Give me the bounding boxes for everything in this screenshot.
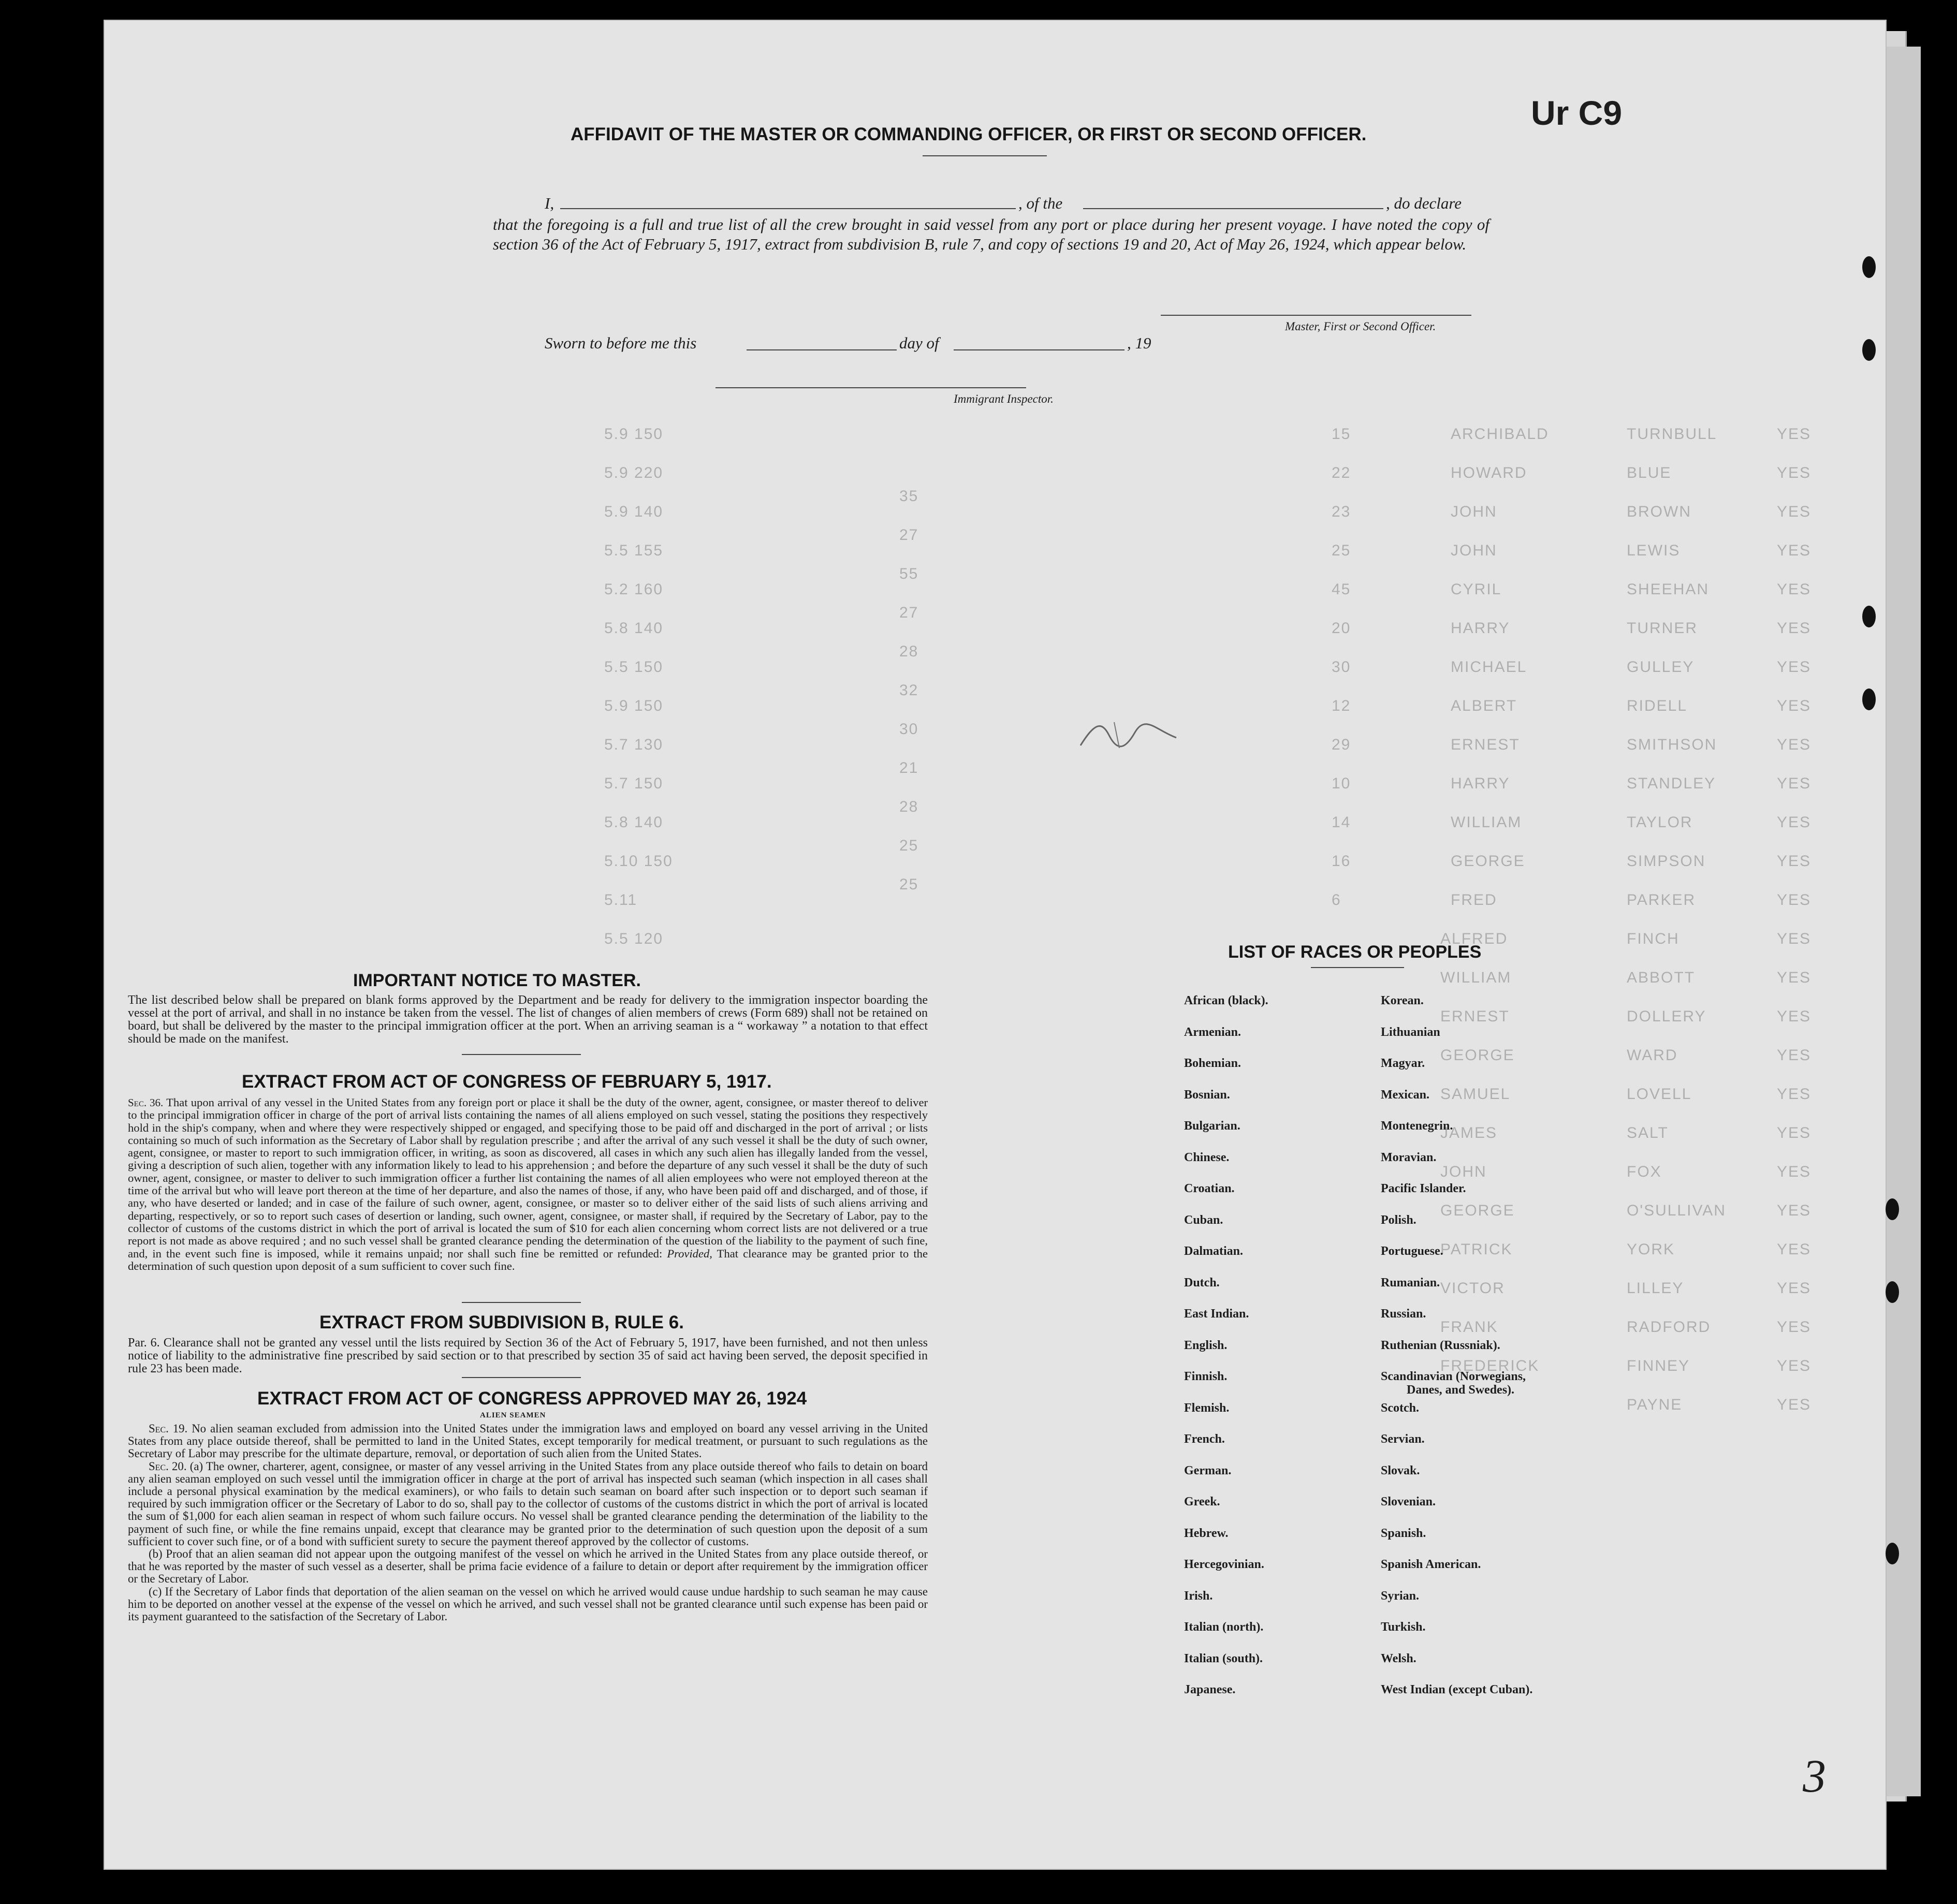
bleed-text: YES [1777,620,1812,637]
bleed-text: JOHN [1451,503,1497,520]
extract2-text [128,1337,928,1375]
race-item: West Indian (except Cuban). [1381,1683,1533,1696]
bleed-text: CYRIL [1451,581,1502,598]
race-item: Scotch. [1381,1401,1419,1415]
bleed-text: 5.9 150 [604,697,664,714]
race-item: Hebrew. [1184,1526,1229,1540]
name-line [560,208,1016,209]
bleed-text: YES [1777,464,1812,481]
bleed-text: HARRY [1451,620,1510,637]
bleed-text: LILLEY [1627,1280,1684,1297]
punch-hole [1886,1543,1899,1564]
bleed-text: 14 [1332,814,1351,831]
signature-label: Master, First or Second Officer. [1285,320,1436,333]
notice-title: IMPORTANT NOTICE TO MASTER. [353,971,641,990]
inspector-line [715,387,1026,388]
race-item: Greek. [1184,1495,1220,1508]
bleed-text: 5.7 130 [604,736,664,753]
bleed-text: 28 [899,798,919,815]
race-item: Bohemian. [1184,1057,1242,1070]
race-item: Slovenian. [1381,1495,1436,1508]
bleed-text: LEWIS [1627,542,1681,559]
race-item: Japanese. [1184,1683,1236,1696]
bleed-text: FREDERICK [1440,1357,1540,1374]
bleed-text: BROWN [1627,503,1691,520]
bleed-text: 5.10 150 [604,853,673,870]
punch-hole [1862,339,1876,361]
signature-line [1161,315,1471,316]
bleed-text: ALBERT [1451,697,1517,714]
race-item: Ruthenian (Russniak). [1381,1338,1500,1352]
document-page [104,20,1887,1870]
race-item: Chinese. [1184,1150,1230,1164]
sworn-month-line [954,349,1124,350]
bleed-text: 30 [899,721,919,738]
race-item: Magyar. [1381,1057,1425,1070]
bleed-text: YES [1777,814,1812,831]
extract1-body: That upon arrival of any vessel in the United States from any foreign port or place it shall be the duty of the owner, agent, consignee, or master thereof to deliver to the principal immigration officer in charge of the port of arrival lists containing the names of all aliens employed on such vessel, stating the positions they respectively hold in the ship's company, when and where they were respectively shipped or engaged, and specifying those to be paid off and discharged in the port of arrival ; or lists containing so much of such information as the Secretary of Labor shall by regulation prescribe ; and after the arrival of any such vessel it shall be the duty of such owner, agent, consignee, or master to report to such immigration officer, in writing, as soon as discovered, all cases in which any such alien has illegally landed from the vessel, giving a description of such alien, together with any information likely to lead to his apprehension ; and before the departure of any such vessel it shall be the duty of such owner, agent, consignee, or master to deliver to such immigration officer a further list containing the names of all alien employees who were not employed thereon at the time of the arrival but who will leave port thereon at the time of her departure, and also the names of those, if any, who have been paid off and discharged, and of those, if any, who have deserted or landed; and in case of the failure of such owner, agent, consignee, or master so to deliver either of the said lists of such aliens arriving and departing, respectively, or so to report such cases of desertion or landing, such owner, agent, consignee, or master shall, if required by the Secretary of Labor, pay to the collector of customs of the customs district in which the port of arrival is located the sum of $10 for each alien concerning whom correct lists are not delivered or a true report is not made as above required ; and no such vessel shall be granted clearance pending the determination of the question of the liability to the payment of such fine, and, in the event such fine is imposed, while it remains unpaid; nor shall such fine be remitted or refunded: [128,1096,928,1260]
bleed-text: 55 [899,565,919,582]
bleed-text: TURNBULL [1627,426,1717,443]
bleed-text: RADFORD [1627,1319,1711,1336]
bleed-text: YES [1777,1047,1812,1064]
bleed-text: TURNER [1627,620,1698,637]
bleed-text: SIMPSON [1627,853,1706,870]
bleed-text: 5.5 150 [604,658,664,676]
bleed-text: YES [1777,1086,1812,1103]
race-item: Montenegrin. [1381,1119,1453,1133]
vessel-line [1083,208,1383,209]
bleed-text: 25 [899,837,919,854]
bleed-text: GEORGE [1440,1047,1515,1064]
bleed-text: 5.9 220 [604,464,664,481]
bleed-text: 28 [899,643,919,660]
bleed-text: YES [1777,426,1812,443]
bleed-text: FINCH [1627,930,1679,947]
bleed-text: YES [1777,930,1812,947]
bleed-text: 5.8 140 [604,814,664,831]
punch-hole [1886,1198,1899,1220]
race-item: Servian. [1381,1432,1425,1446]
bleed-text: 27 [899,604,919,621]
notice-text: The list described below shall be prepared on blank forms approved by the Department and be ready for delivery to the immigration inspector boarding the vessel at the port of arrival, and shall in no instance be taken from the vessel. The list of changes of alien members of crews (Form 689) shall not be retained on board, but shall be delivered by the master to the principal immigration officer at the port. When an arriving seaman is a “ workaway ” a notation to that effect should be made on the manifest. [128,993,928,1046]
bleed-text: PATRICK [1440,1241,1513,1258]
bleed-text: FRANK [1440,1319,1498,1336]
bleed-text: 45 [1332,581,1351,598]
bleed-text: WARD [1627,1047,1678,1064]
bleed-text: O'SULLIVAN [1627,1202,1726,1219]
race-item: Lithuanian [1381,1025,1440,1039]
bleed-text: YES [1777,1008,1812,1025]
race-item: Rumanian. [1381,1276,1440,1290]
bleed-text: YES [1777,1241,1812,1258]
inspector-label: Immigrant Inspector. [954,392,1054,405]
race-item: Portuguese. [1381,1244,1443,1258]
bleed-text: YES [1777,1124,1812,1141]
bleed-text: YES [1777,969,1812,986]
bleed-text: YES [1777,1202,1812,1219]
bleed-text: 25 [899,876,919,893]
bleed-text: 15 [1332,426,1351,443]
handwritten-mark [1078,714,1181,756]
extract3-sec20a: Sec. 20. (a) The owner, charterer, agent, consignee, or master of any vessel arriving in the United States from any place outside thereof who fails to detain on board any alien seaman employed on such vessel until the immigration officer in charge at the port of arrival has inspected such seaman (which inspection in all cases shall include a personal physical examination by the medical examiners), or who fails to detain such seaman on board after such inspection or to deport such seaman if required by such immigration officer or the Secretary of Labor to do so, shall pay to the collector of customs of the customs district in which the port of arrival is located the sum of $1,000 for each alien seaman in respect of whom such failure occurs. No vessel shall be granted clearance pending the determination of the liability to the payment of such fine, or while the fine remains unpaid, except that clearance may be granted prior to the determination of such question upon the deposit of a sum sufficient to cover such fine, or of a bond with sufficient surety to secure the payment thereof approved by the collector of customs. [128,1459,928,1548]
bleed-text: YES [1777,775,1812,792]
bleed-text: SALT [1627,1124,1669,1141]
race-item: Armenian. [1184,1025,1241,1039]
extract2-par: Par. 6. [128,1336,160,1350]
extract1-provided: Provided, [667,1247,712,1260]
extract3-sec19: Sec. 19. No alien seaman excluded from admission into the United States under the immigration laws and employed on board any vessel arriving in the United States from any place outside thereof, shall be permitted to land in the United States, except temporarily for medical treatment, or pursuant to such regulations as the Secretary of Labor may prescribe for the ultimate departure, removal, or deportation of such alien from the United States. [128,1422,928,1460]
bleed-text: YES [1777,1357,1812,1374]
race-item: Croatian. [1184,1182,1235,1195]
bleed-text: YES [1777,1396,1812,1413]
extract3-text [128,1423,928,1623]
race-item: Turkish. [1381,1620,1426,1634]
races-title: LIST OF RACES OR PEOPLES [1228,942,1482,962]
bleed-text: RIDELL [1627,697,1688,714]
extract2-title: EXTRACT FROM SUBDIVISION B, RULE 6. [319,1312,684,1332]
affidavit-of-the: , of the [1018,194,1063,212]
bleed-text: YES [1777,1280,1812,1297]
race-item: Flemish. [1184,1401,1230,1415]
race-item: Hercegovinian. [1184,1558,1264,1571]
bleed-text: GEORGE [1440,1202,1515,1219]
bleed-text: 25 [1332,542,1351,559]
races-rule [1311,967,1404,968]
bleed-text: ERNEST [1440,1008,1510,1025]
race-item: English. [1184,1338,1228,1352]
race-item: Italian (south). [1184,1651,1263,1665]
bleed-text: 5.7 150 [604,775,664,792]
bleed-text: 6 [1332,891,1341,909]
bleed-text: HOWARD [1451,464,1527,481]
bleed-text: YES [1777,581,1812,598]
race-item: Dutch. [1184,1276,1220,1290]
bleed-text: VICTOR [1440,1280,1505,1297]
bleed-text: YORK [1627,1241,1675,1258]
bleed-text: 10 [1332,775,1351,792]
bleed-text: SMITHSON [1627,736,1717,753]
race-item: Moravian. [1381,1150,1437,1164]
affidavit-title: AFFIDAVIT OF THE MASTER OR COMMANDING OFFICER, OR FIRST OR SECOND OFFICER. [571,124,1367,144]
bleed-text: 29 [1332,736,1351,753]
sworn-label: Sworn to before me this [545,334,697,352]
page-edge-stack [1885,47,1921,1796]
bleed-text: YES [1777,697,1812,714]
bleed-text: SHEEHAN [1627,581,1710,598]
race-item: Bulgarian. [1184,1119,1240,1133]
bleed-text: ABBOTT [1627,969,1696,986]
race-item: Pacific Islander. [1381,1182,1466,1195]
race-item: Syrian. [1381,1589,1420,1603]
bleed-text: FRED [1451,891,1497,909]
bleed-text: ARCHIBALD [1451,426,1549,443]
race-item: Finnish. [1184,1370,1228,1383]
bleed-text: BLUE [1627,464,1672,481]
races-list [1184,994,1650,1750]
bleed-text: 20 [1332,620,1351,637]
bleed-text: ALFRED [1440,930,1508,947]
extract3-title: EXTRACT FROM ACT OF CONGRESS APPROVED MAY 26, 1924 [257,1388,807,1409]
race-item: Bosnian. [1184,1088,1230,1102]
bleed-text: FOX [1627,1163,1662,1180]
affidavit-i-label: I, [545,194,554,212]
bleed-text: YES [1777,542,1812,559]
race-item: German. [1184,1463,1232,1477]
race-item: Polish. [1381,1213,1416,1227]
bleed-text: MICHAEL [1451,658,1527,676]
sworn-day-line [747,349,897,350]
bleed-text: 5.5 155 [604,542,664,559]
race-item: Spanish. [1381,1526,1426,1540]
bleed-text: ERNEST [1451,736,1520,753]
bleed-text: 5.8 140 [604,620,664,637]
page-number: 3 [1803,1751,1826,1802]
extract1-end: That clearance may be granted prior to the determination of such question upon deposit of a sum sufficient to cover such fine. [128,1247,928,1272]
bleed-text: JOHN [1440,1163,1487,1180]
bleed-text: YES [1777,853,1812,870]
bleed-text: WILLIAM [1451,814,1522,831]
bleed-text: 5.11 [604,891,638,909]
bleed-text: 5.2 160 [604,581,664,598]
bleed-text: YES [1777,891,1812,909]
bleed-text: YES [1777,1163,1812,1180]
race-item: Italian (north). [1184,1620,1264,1634]
race-item: East Indian. [1184,1307,1249,1321]
race-item: French. [1184,1432,1225,1446]
bleed-text: FINNEY [1627,1357,1690,1374]
bleed-text: 35 [899,488,919,505]
bleed-text: 23 [1332,503,1351,520]
bleed-text: SAMUEL [1440,1086,1511,1103]
bleed-text: 12 [1332,697,1351,714]
bleed-text: YES [1777,736,1812,753]
corner-mark: Ur C9 [1531,94,1623,132]
race-item: Irish. [1184,1589,1213,1603]
bleed-text: 21 [899,759,919,777]
race-item: Danes, and Swedes). [1407,1383,1515,1397]
notice-rule [462,1054,581,1055]
bleed-text: 32 [899,682,919,699]
bleed-text: 22 [1332,464,1351,481]
bleed-text: DOLLERY [1627,1008,1706,1025]
race-item: Mexican. [1381,1088,1429,1102]
bleed-text: 27 [899,526,919,544]
extract1-text [128,1096,928,1272]
bleed-text: HARRY [1451,775,1510,792]
bleed-text: JAMES [1440,1124,1498,1141]
extract3-sec20c: (c) If the Secretary of Labor finds that deportation of the alien seaman on the vessel on which he arrived would cause undue hardship to such seaman he may cause him to be deported on another vessel at the expense of the vessel on which he arrived, and such vessel shall not be granted clearance until such expense has been paid or its payment guaranteed to the satisfaction of the Secretary of Labor. [128,1585,928,1623]
extract1-title: EXTRACT FROM ACT OF CONGRESS OF FEBRUARY 5, 1917. [242,1072,772,1092]
extract3-sec20b: (b) Proof that an alien seaman did not appear upon the outgoing manifest of the vessel on which he arrived in the United States from any place outside thereof, or that he was reported by the master of such vessel as a deserter, shall be prima facie evidence of a failure to detain or deport after requirement by the immigration officer or the Secretary of Labor. [128,1547,928,1586]
race-item: Spanish American. [1381,1558,1481,1571]
bleed-text: YES [1777,1319,1812,1336]
race-item: Slovak. [1381,1463,1420,1477]
race-item: Scandinavian (Norwegians, [1381,1370,1526,1383]
race-item: Dalmatian. [1184,1244,1243,1258]
bleed-text: WILLIAM [1440,969,1512,986]
punch-hole [1886,1281,1899,1303]
extract1-rule [462,1302,581,1303]
bleed-text: PARKER [1627,891,1696,909]
bleed-text: 5.5 120 [604,930,664,947]
bleed-text: 5.9 140 [604,503,664,520]
bleed-text: TAYLOR [1627,814,1693,831]
race-item: Welsh. [1381,1651,1416,1665]
bleed-text: GEORGE [1451,853,1525,870]
bleed-text: STANDLEY [1627,775,1716,792]
affidavit-do-declare: , do declare [1386,194,1462,212]
bleed-text: 30 [1332,658,1351,676]
race-item: Korean. [1381,994,1424,1007]
punch-hole [1862,689,1876,710]
race-item: African (black). [1184,994,1268,1007]
extract1-sec: Sec. 36. [128,1096,164,1109]
year-label: , 19 [1127,334,1151,352]
bleed-text: PAYNE [1627,1396,1683,1413]
extract3-subtitle: ALIEN SEAMEN [480,1411,546,1419]
race-item: Russian. [1381,1307,1426,1321]
bleed-text: 5.9 150 [604,426,664,443]
affidavit-body: that the foregoing is a full and true list of all the crew brought in said vessel from any port or place during her present voyage. I have noted the copy of section 36 of the Act of February 5, 1917, extract from subdivision B, rule 7, and copy of sections 19 and 20, Act of May 26, 1924, which appear below. [493,215,1489,253]
bleed-text: 16 [1332,853,1351,870]
bleed-text: LOVELL [1627,1086,1692,1103]
bleed-text: YES [1777,658,1812,676]
punch-hole [1862,606,1876,627]
bleed-text: JOHN [1451,542,1497,559]
extract2-body: Clearance shall not be granted any vessel until the lists required by Section 36 of the Act of February 5, 1917, have been furnished, and not then unless notice of liability to the administrative fine prescribed by said section or to that prescribed by section 35 of said act having been served, the deposit specified in rule 23 has been made. [128,1336,928,1375]
race-item: Cuban. [1184,1213,1223,1227]
punch-hole [1862,256,1876,278]
bleed-text: GULLEY [1627,658,1695,676]
day-of-label: day of [899,334,939,352]
extract2-rule [462,1377,581,1378]
bleed-text: YES [1777,503,1812,520]
title-rule [923,155,1047,156]
